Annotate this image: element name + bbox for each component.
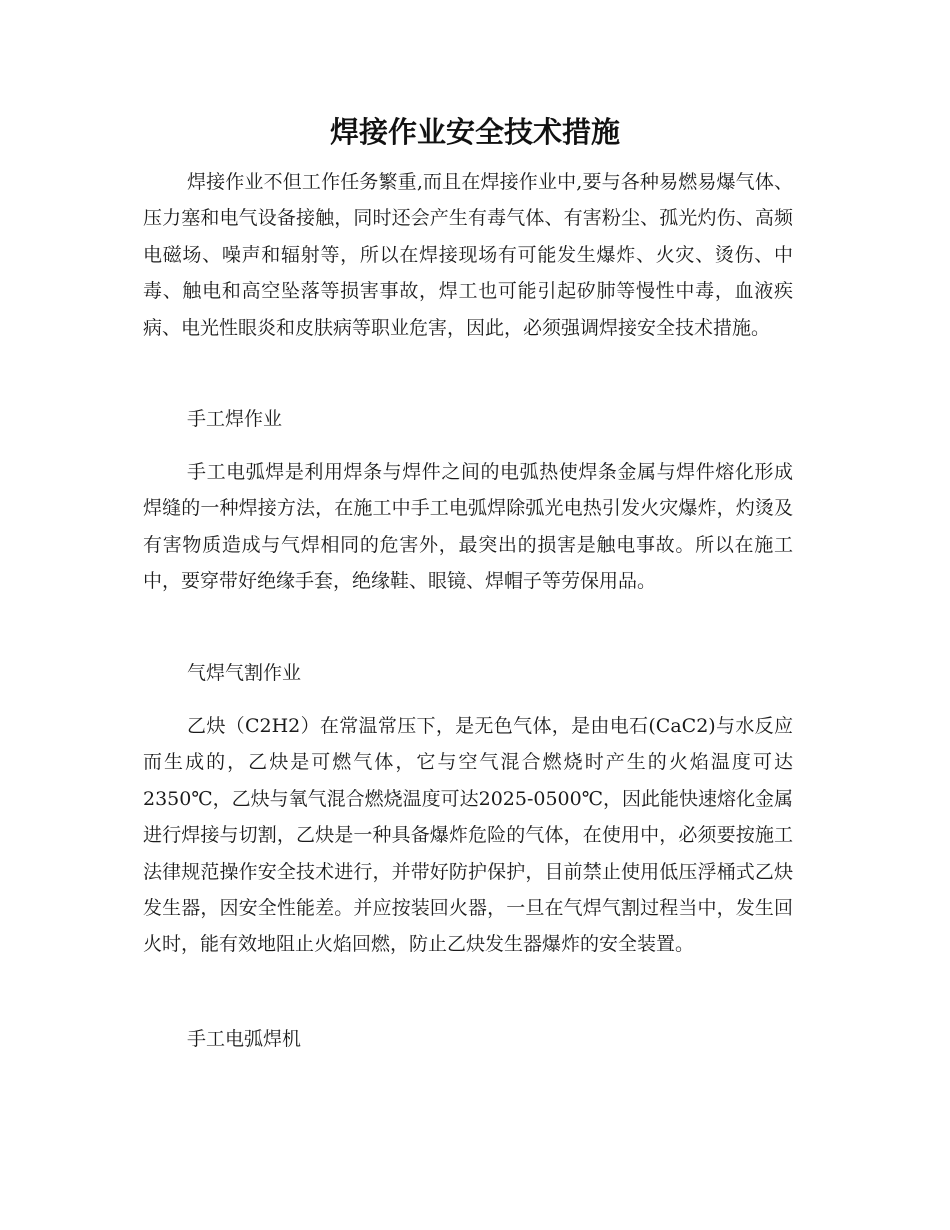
- section-heading-arc-welder: 手工电弧焊机: [187, 1028, 302, 1050]
- section-heading-manual-welding: 手工焊作业: [187, 408, 283, 430]
- manual-welding-paragraph: 手工电弧焊是利用焊条与焊件之间的电弧热使焊条金属与焊件熔化形成焊缝的一种焊接方法，在施工中手工电弧焊除弧光电热引发火灾爆炸，灼烫及有害物质造成与气焊相同的危害外，最突出的损害是触电事故。所以在施工中，要穿带好绝缘手套，绝缘鞋、眼镜、焊帽子等劳保用品。: [143, 461, 793, 593]
- gas-welding-paragraph: 乙炔（C2H2）在常温常压下，是无色气体，是由电石(CaC2)与水反应而生成的，乙炔是可燃气体，它与空气混合燃烧时产生的火焰温度可达2350℃，乙炔与氧气混合燃烧温度可达2025-0500℃，因此能快速熔化金属进行焊接与切割，乙炔是一种具备爆炸危险的气体，在使用中，必须要按施工法律规范操作安全技术进行，并带好防护保护，目前禁止使用低压浮桶式乙炔发生器，因安全性能差。并应按装回火器，一旦在气焊气割过程当中，发生回火时，能有效地阻止火焰回燃，防止乙炔发生器爆炸的安全装置。: [143, 715, 793, 956]
- section-heading-gas-welding: 气焊气割作业: [187, 662, 302, 684]
- document-title: 焊接作业安全技术措施: [329, 115, 620, 149]
- intro-paragraph: 焊接作业不但工作任务繁重,而且在焊接作业中,要与各种易燃易爆气体、压力塞和电气设备接触，同时还会产生有毒气体、有害粉尘、孤光灼伤、高频电磁场、噪声和辐射等，所以在焊接现场有可能发生爆炸、火灾、烫伤、中毒、触电和高空坠落等损害事故，焊工也可能引起矽肺等慢性中毒，血液疾病、电光性眼炎和皮肤病等职业危害，因此，必须强调焊接安全技术措施。: [143, 171, 793, 339]
